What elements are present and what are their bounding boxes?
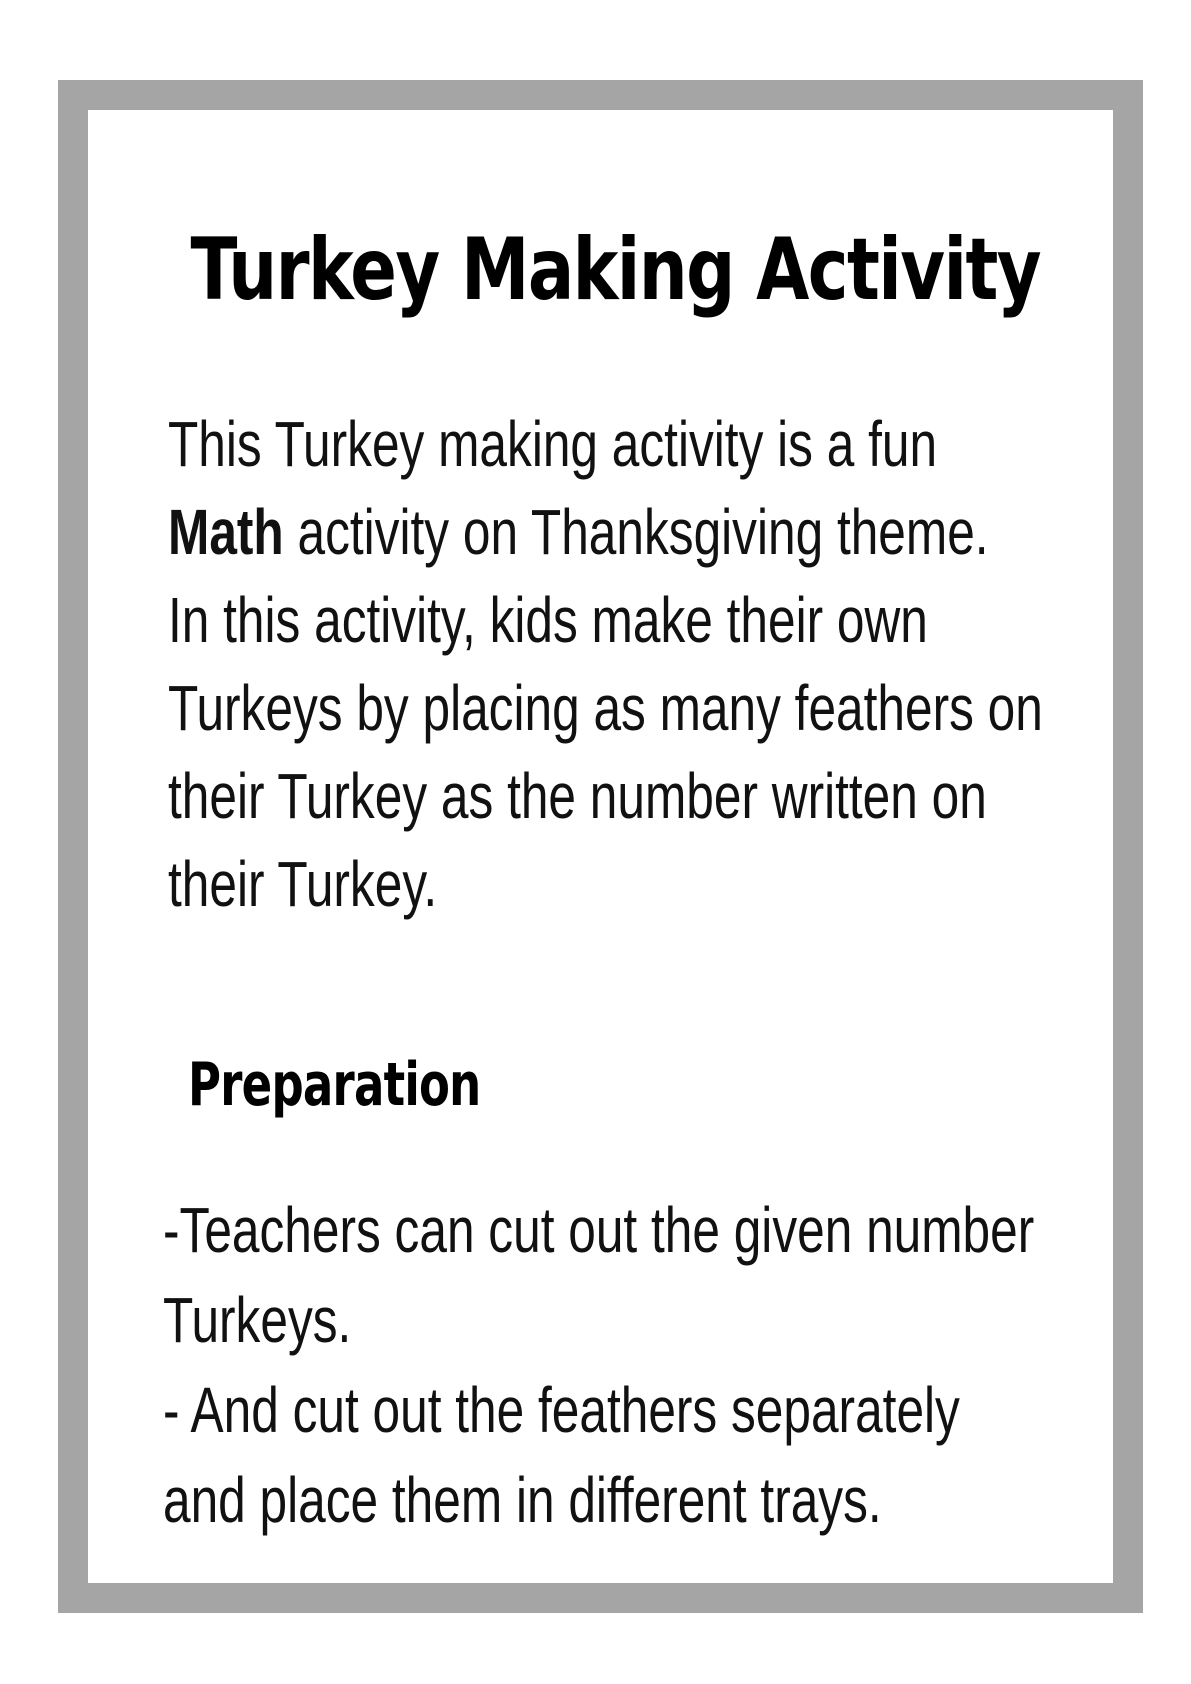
intro-line-1: This Turkey making activity is a fun bbox=[168, 408, 938, 480]
intro-paragraph bbox=[168, 400, 1043, 928]
intro-line-5: their Turkey as the number written on bbox=[168, 760, 987, 832]
intro-line-4: Turkeys by placing as many feathers on bbox=[168, 672, 1043, 744]
preparation-line-2: Turkeys. bbox=[163, 1284, 352, 1356]
preparation-paragraph bbox=[163, 1185, 1035, 1545]
intro-line-3: In this activity, kids make their own bbox=[168, 584, 928, 656]
math-emphasis: Math bbox=[168, 496, 284, 568]
intro-line-2-rest: activity on Thanksgiving theme. bbox=[283, 496, 989, 568]
preparation-line-1: -Teachers can cut out the given number bbox=[163, 1194, 1035, 1266]
preparation-line-4: and place them in different trays. bbox=[163, 1464, 882, 1536]
intro-line-6: their Turkey. bbox=[168, 848, 438, 920]
preparation-heading: Preparation bbox=[188, 1050, 481, 1120]
intro-line-2 bbox=[168, 488, 1021, 576]
page-title: Turkey Making Activity bbox=[190, 220, 1041, 320]
preparation-line-3: - And cut out the feathers separately bbox=[163, 1374, 960, 1446]
page-border-frame bbox=[58, 80, 1143, 1613]
